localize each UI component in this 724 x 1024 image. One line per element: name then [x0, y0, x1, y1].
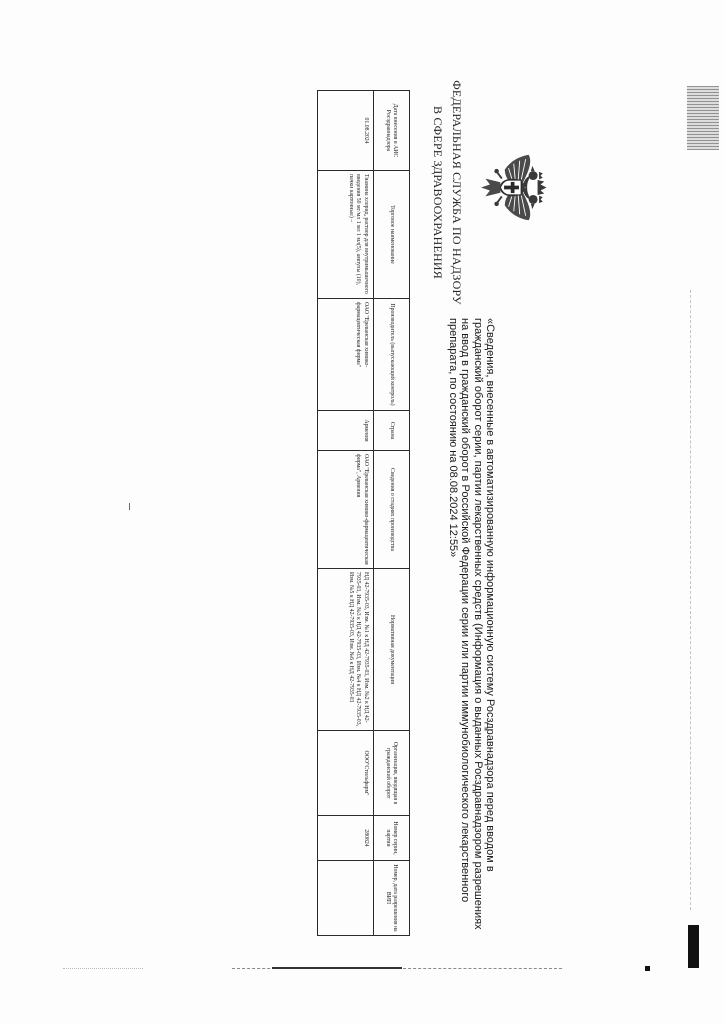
cell-distributor: ООО"Стильфарм"	[318, 731, 374, 816]
cell-manufacturer: ОАО "Ереванская химико-фармацевтическая фирма"	[318, 299, 374, 411]
table-header-row	[374, 91, 410, 936]
heading-line: «Сведения, внесенные в автоматизированную информационную систему Росздравнадзора перед вводом в	[484, 318, 496, 872]
header-entry-date: Дата внесения в АИС Росздравнадзора	[374, 91, 410, 171]
header-distributor: Организация, вводящая в гражданский оборот	[374, 731, 410, 816]
header-production-stages: Сведения о стадиях производства	[374, 451, 410, 569]
agency-name-line-2: В СФЕРЕ ЗДРАВООХРАНЕНИЯ	[431, 106, 445, 279]
table-body	[318, 91, 374, 936]
cell-entry-date: 01.08.2024	[318, 91, 374, 171]
heading-line: гражданский оборот серии, партии лекарственных средств (Информация о выданных Росздравнадзором разрешениях	[471, 318, 484, 930]
cell-country: Армения	[318, 411, 374, 451]
eagle-emblem-icon	[478, 150, 548, 225]
agency-name	[428, 80, 466, 305]
registry-table	[317, 90, 410, 936]
table-header	[374, 91, 410, 936]
header-trade-name: Торговое наименование	[374, 171, 410, 299]
document-heading	[447, 318, 496, 930]
agency-name-line-1: ФЕДЕРАЛЬНАЯ СЛУЖБА ПО НАДЗОРУ	[450, 80, 464, 305]
cell-batch-number: 280824	[318, 816, 374, 861]
agency-emblem	[478, 150, 548, 225]
header-permit: Номер, дата разрешения на ВИП	[374, 861, 410, 936]
header-country: Страна	[374, 411, 410, 451]
header-batch-number: Номер серии, партии	[374, 816, 410, 861]
heading-line: на ввод в гражданский оборот в Российской Федерации серии или партии иммунобиологического лекарственного	[459, 318, 472, 903]
cell-regulatory-docs: НД 42-7935-03, Изм. №1 к НД 42-7935-03, Изм. №2 к НД 42-7935-03, Изм. №3 к НД 42-7935-03, Изм. №4 к НД 42-7935-03, Изм. №5 к НД 42-7935-03, Изм. №6 к НД 42-7935-03	[318, 569, 374, 731]
table-row	[318, 91, 374, 936]
header-manufacturer: Производитель (выпускающий контроль)	[374, 299, 410, 411]
cell-permit	[318, 861, 374, 936]
header-regulatory-docs: Нормативная документация	[374, 569, 410, 731]
cell-production-stages: ОАО "Ереванская химико-фармацевтическая фирма", Армения	[318, 451, 374, 569]
cell-trade-name: Тиамина хлорид, раствор для внутримышечного введения 50 мг/мл 1 мл 1 мл(5), ампулы (10), пачки картонные) –	[318, 171, 374, 299]
heading-line: препарата, по состоянию на 08.08.2024 12:55»	[447, 318, 460, 558]
